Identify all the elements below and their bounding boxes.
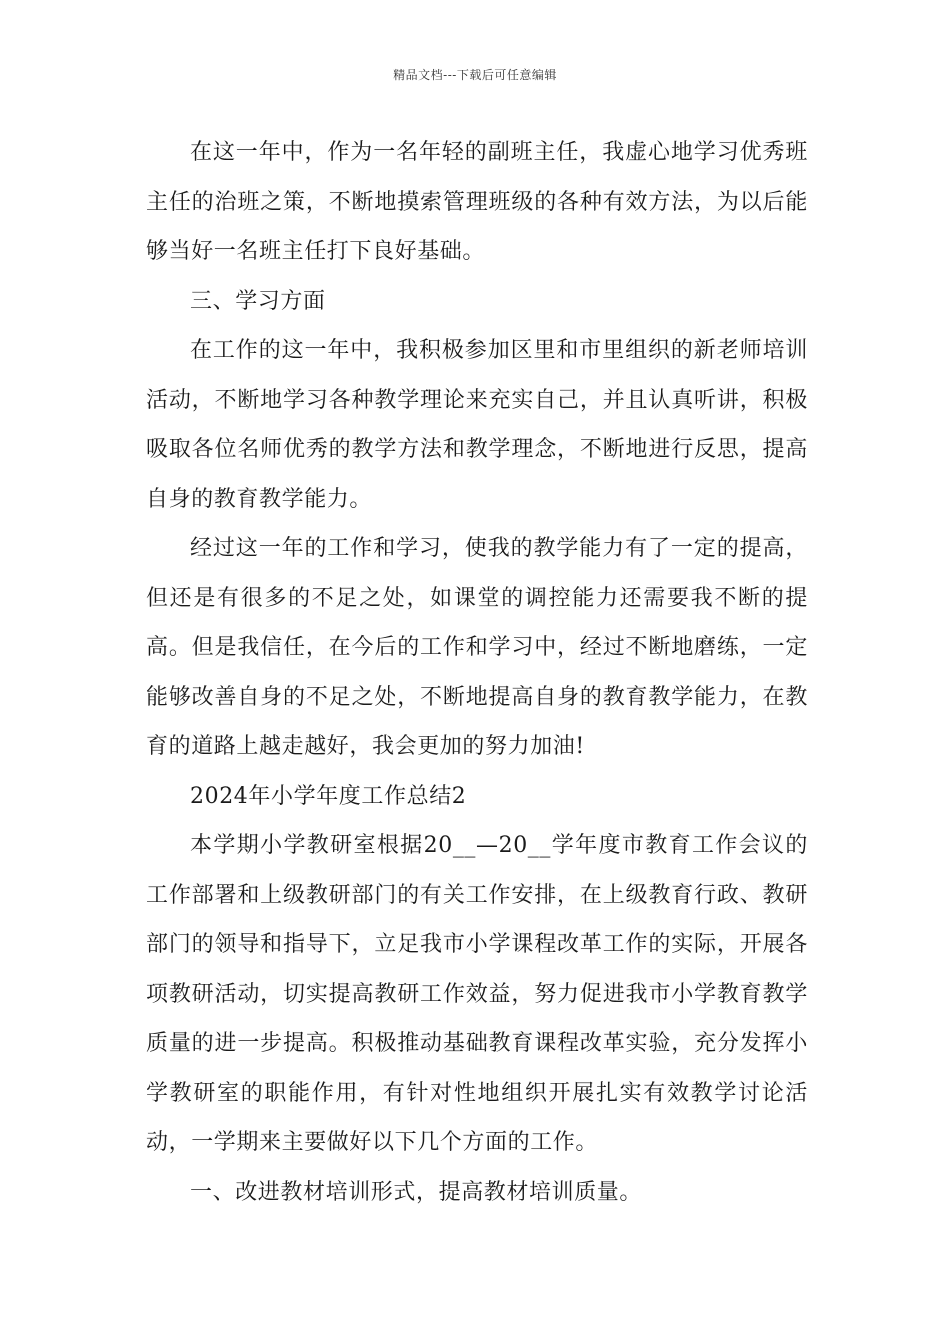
section-heading-textbook-training: 一、改进教材培训形式，提高教材培训质量。	[190, 1179, 643, 1205]
paragraph-vice-head-teacher: 在这一年中，作为一名年轻的副班主任，我虚心地学习优秀班主任的治班之策，不断地摸索管理班级的各种有效方法，为以后能够当好一名班主任打下良好基础。	[146, 140, 808, 264]
document-subtitle: 2024年小学年度工作总结2	[190, 783, 467, 809]
document-body	[146, 128, 808, 1217]
paragraph-reflection: 经过这一年的工作和学习，使我的教学能力有了一定的提高，但还是有很多的不足之处，如课堂的调控能力还需要我不断的提高。但是我信任，在今后的工作和学习中，经过不断地磨练，一定能够改善自身的不足之处，不断地提高自身的教育教学能力，在教育的道路上越走越好，我会更加的努力加油!	[146, 536, 808, 759]
page-header: 精品文档---下载后可任意编辑	[393, 68, 557, 82]
section-heading-study: 三、学习方面	[190, 288, 326, 314]
paragraph-research-office: 本学期小学教研室根据20__—20__学年度市教育工作会议的工作部署和上级教研部门的有关工作安排，在上级教育行政、教研部门的领导和指导下，立足我市小学课程改革工作的实际，开展各项教研活动，切实提高教研工作效益，努力促进我市小学教育教学质量的进一步提高。积极推动基础教育课程改革实验，充分发挥小学教研室的职能作用，有针对性地组织开展扎实有效教学讨论活动，一学期来主要做好以下几个方面的工作。	[146, 833, 808, 1155]
paragraph-training: 在工作的这一年中，我积极参加区里和市里组织的新老师培训活动，不断地学习各种教学理论来充实自己，并且认真听讲，积极吸取各位名师优秀的教学方法和教学理念，不断地进行反思，提高自身的教育教学能力。	[146, 338, 808, 512]
